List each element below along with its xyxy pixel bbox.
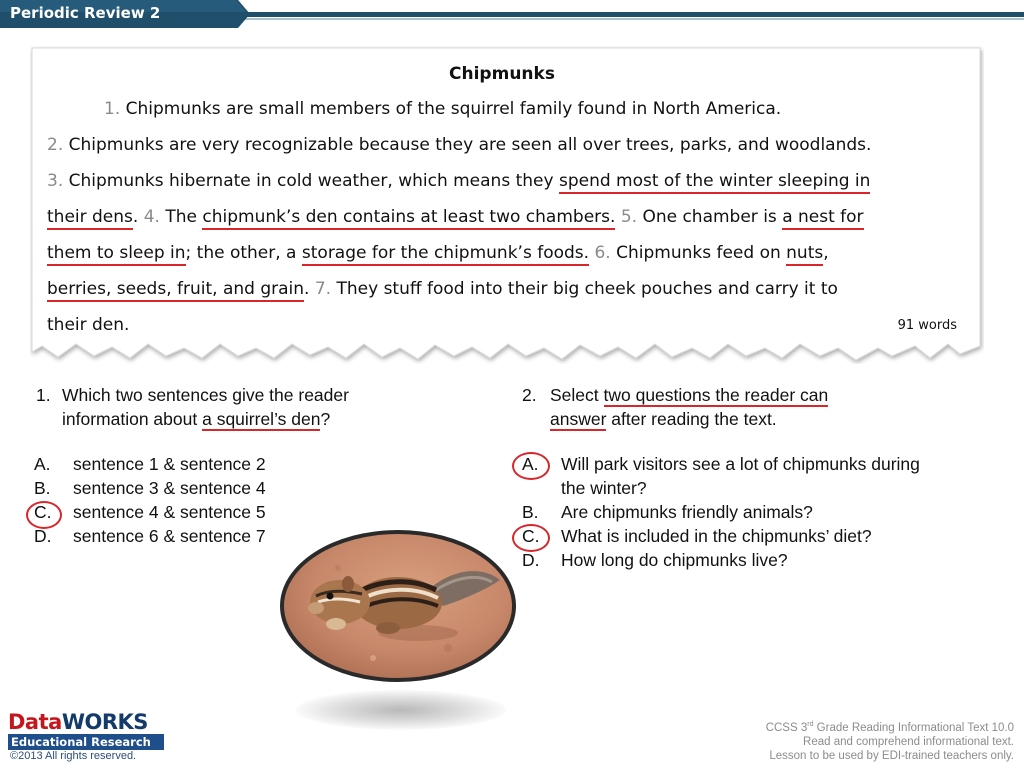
ccss-line-3: Lesson to be used by EDI-trained teachers only.	[769, 749, 1014, 762]
passage-text: ; the other, a	[185, 243, 302, 263]
sentence-number: 5.	[620, 207, 643, 227]
passage-card	[30, 46, 984, 358]
sentence-number: 2.	[47, 135, 69, 155]
underlined-phrase: them to sleep in	[47, 243, 186, 266]
option-text[interactable]: sentence 1 & sentence 2	[73, 454, 266, 474]
underlined-phrase: storage for the chipmunk’s foods.	[302, 243, 589, 266]
torn-paper-background	[30, 46, 984, 364]
passage-text: Chipmunks feed on	[616, 243, 787, 263]
underlined-phrase: spend most of the winter sleeping in	[559, 171, 870, 194]
option-text[interactable]: sentence 6 & sentence 7	[73, 526, 266, 546]
chipmunk-photo	[278, 528, 518, 686]
photo-shadow	[296, 690, 506, 730]
ccss-grade-suffix: rd	[807, 721, 814, 728]
option-text[interactable]: sentence 3 & sentence 4	[73, 478, 266, 498]
passage-line	[47, 314, 129, 336]
passage-text: Chipmunks are small members of the squirrel family found in North America.	[125, 99, 782, 119]
option-text[interactable]: What is included in the chipmunks’ diet?	[561, 526, 872, 546]
passage-line	[47, 134, 871, 156]
sentence-number: 1.	[104, 99, 126, 119]
passage-line	[104, 98, 781, 120]
question-1-text-line1: Which two sentences give the reader	[62, 385, 349, 405]
question-2-underlined-word: answer	[550, 409, 607, 429]
option-text[interactable]: Will park visitors see a lot of chipmunks during	[561, 454, 920, 474]
option-letter[interactable]: B.	[34, 478, 51, 498]
sentence-number: 4.	[143, 207, 166, 227]
ccss-standard: Grade Reading Informational Text 10.0	[813, 721, 1014, 734]
option-letter[interactable]: C.	[34, 502, 52, 522]
underlined-phrase: their dens	[47, 207, 133, 230]
sentence-number: 3.	[47, 171, 69, 191]
passage-title: Chipmunks	[449, 64, 555, 84]
option-text[interactable]: Are chipmunks friendly animals?	[561, 502, 813, 522]
question-2-text: Select	[550, 385, 604, 405]
underlined-phrase: nuts	[786, 243, 823, 266]
logo-works: WORKS	[61, 710, 148, 734]
question-1-text-line2	[62, 407, 330, 431]
answer-circle-q1-c	[26, 501, 62, 529]
option-letter[interactable]: D.	[34, 526, 52, 546]
question-2-underlined-phrase: two questions the reader can	[603, 385, 829, 405]
underlined-phrase: a nest for	[782, 207, 863, 230]
option-text[interactable]: How long do chipmunks live?	[561, 550, 788, 570]
passage-line	[47, 170, 870, 192]
ccss-standard-info	[766, 718, 1014, 763]
passage-text: They stuff food into their big cheek pouches and carry it to	[336, 279, 838, 299]
sentence-number: 6.	[594, 243, 617, 263]
passage-line	[47, 278, 838, 300]
ccss-grade: CCSS 3	[765, 721, 808, 734]
passage-text: .	[304, 279, 315, 299]
logo-wordmark	[8, 711, 164, 733]
question-2	[522, 383, 992, 443]
copyright: ©2013 All rights reserved.	[10, 750, 137, 762]
word-count: 91 words	[897, 318, 957, 333]
question-2-text-line2	[550, 407, 777, 431]
sentence-number: 7.	[314, 279, 337, 299]
logo-subtitle: Educational Research	[8, 734, 164, 750]
ccss-line-2: Read and comprehend informational text.	[803, 735, 1014, 748]
question-2-text-line1	[550, 383, 828, 407]
question-2-text-end: after reading the text.	[606, 409, 777, 429]
answer-circle-q2-a	[512, 452, 550, 480]
underlined-phrase: berries, seeds, fruit, and grain	[47, 279, 304, 302]
question-1-text: information about	[62, 409, 203, 429]
option-letter[interactable]: A.	[522, 454, 539, 474]
question-1-underlined-phrase: a squirrel’s den	[202, 409, 321, 429]
passage-text: Chipmunks hibernate in cold weather, which means they	[68, 171, 559, 191]
passage-text: .	[132, 207, 144, 227]
option-letter[interactable]: D.	[522, 550, 540, 570]
passage-line	[47, 242, 829, 264]
option-text[interactable]: sentence 4 & sentence 5	[73, 502, 266, 522]
question-2-number: 2.	[522, 385, 537, 405]
option-letter[interactable]: C.	[522, 526, 540, 546]
option-letter[interactable]: B.	[522, 502, 539, 522]
question-1-punctuation: ?	[320, 409, 331, 429]
passage-text: their den.	[47, 315, 130, 335]
passage-line	[47, 206, 864, 228]
passage-text: One chamber is	[642, 207, 783, 227]
option-text-continued[interactable]: the winter?	[561, 478, 647, 498]
passage-text: ,	[823, 243, 829, 263]
logo-data: Data	[8, 710, 62, 734]
option-letter[interactable]: A.	[34, 454, 51, 474]
underlined-phrase: chipmunk’s den contains at least two chambers.	[202, 207, 615, 230]
question-1-number: 1.	[36, 385, 51, 405]
ccss-line-1	[766, 718, 1014, 735]
page-title: Periodic Review 2	[10, 4, 161, 22]
dataworks-logo	[8, 711, 164, 750]
passage-text: The	[165, 207, 203, 227]
passage-text: Chipmunks are very recognizable because they are seen all over trees, parks, and woodlands.	[68, 135, 872, 155]
